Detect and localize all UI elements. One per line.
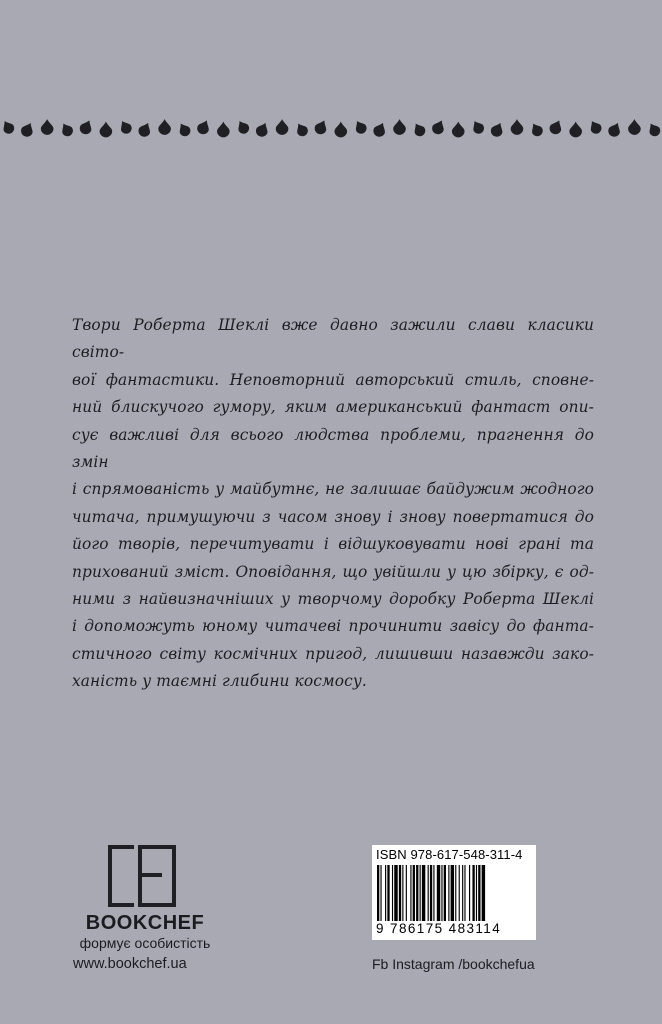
ink-drop-ornament bbox=[0, 112, 662, 144]
barcode-icon bbox=[376, 865, 532, 921]
ink-drop bbox=[411, 121, 427, 138]
blurb-line: і спрямованість у майбутнє, не залишає байдужим жодного bbox=[72, 480, 594, 499]
isbn-barcode-box bbox=[372, 845, 536, 940]
ink-drop bbox=[628, 119, 641, 135]
barcode-bar bbox=[422, 865, 425, 921]
barcode-bar bbox=[464, 865, 465, 921]
ink-drop bbox=[59, 121, 75, 138]
ink-drop bbox=[235, 118, 251, 135]
ink-drop bbox=[548, 118, 565, 136]
blurb-line: читача, примушуючи з часом знову і знову повертатися до bbox=[72, 507, 594, 526]
barcode-bar bbox=[478, 865, 480, 921]
blurb-line: сує важливі для всього людства проблеми, прагнення до змін bbox=[72, 425, 594, 472]
ink-drop bbox=[217, 122, 230, 138]
barcode-bar bbox=[459, 865, 460, 921]
ink-drop bbox=[78, 118, 95, 136]
ink-drop bbox=[587, 118, 603, 135]
barcode-bar bbox=[420, 865, 421, 921]
publisher-name: BOOKCHEF bbox=[85, 912, 205, 934]
blurb-line: його творів, перечитувати і відшуковувати нові грані та bbox=[72, 535, 594, 554]
barcode-bar bbox=[410, 865, 411, 921]
blurb-line: і допоможуть юному читачеві прочинити завісу до фанта- bbox=[72, 617, 594, 636]
ink-drop bbox=[371, 120, 388, 138]
publisher-website[interactable]: www.bookchef.ua bbox=[73, 956, 187, 972]
ink-drop bbox=[569, 122, 582, 138]
ink-drop bbox=[137, 120, 154, 138]
ink-drop bbox=[352, 118, 368, 135]
ink-drop bbox=[430, 118, 447, 136]
barcode-bar bbox=[380, 865, 381, 921]
barcode-bar bbox=[437, 865, 440, 921]
blurb-line: вої фантастики. Неповторний авторський стиль, сповне- bbox=[72, 370, 594, 389]
barcode-bar bbox=[472, 865, 474, 921]
barcode-bar bbox=[451, 865, 454, 921]
ink-drop bbox=[254, 120, 271, 138]
barcode-bar bbox=[387, 865, 389, 921]
barcode-bar bbox=[469, 865, 470, 921]
isbn-label: ISBN 978-617-548-311-4 bbox=[376, 847, 523, 862]
ink-drop bbox=[117, 118, 133, 135]
ink-drop bbox=[511, 119, 524, 135]
ink-drop bbox=[646, 121, 662, 138]
barcode-bar bbox=[377, 865, 379, 921]
ink-drop bbox=[452, 122, 465, 138]
ink-drop bbox=[293, 121, 309, 138]
ink-drop bbox=[276, 119, 289, 135]
blurb-line: ханість у таємні глибини космосу. bbox=[72, 672, 367, 691]
publisher-social[interactable]: Fb Instagram /bookchefua bbox=[372, 956, 535, 972]
ink-drop bbox=[0, 118, 16, 135]
ink-drop bbox=[313, 118, 330, 136]
barcode-bar bbox=[455, 865, 456, 921]
barcode-bar bbox=[462, 865, 463, 921]
blurb-line: прихований зміст. Оповідання, що увійшли у цю збірку, є од- bbox=[72, 562, 594, 581]
blurb-line: ними з найвизначніших у творчому доробку Роберта Шеклі bbox=[72, 590, 594, 609]
bookchef-logo-icon bbox=[104, 845, 184, 907]
ink-drop bbox=[528, 121, 544, 138]
blurb-line: Твори Роберта Шеклі вже давно зажили слави класики світо- bbox=[72, 316, 594, 362]
ink-drop bbox=[489, 120, 506, 138]
barcode-bar bbox=[413, 865, 415, 921]
barcode-bar bbox=[441, 865, 442, 921]
blurb-line: ний блискучого гумору, яким американський фантаст опи- bbox=[72, 398, 594, 417]
ink-drop bbox=[393, 119, 406, 135]
ink-drop bbox=[41, 119, 54, 135]
ink-drop bbox=[195, 118, 212, 136]
ink-drop bbox=[19, 120, 36, 138]
blurb-line: стичного світу космічних пригод, лишивши назавжди зако- bbox=[72, 644, 594, 663]
barcode-bar bbox=[394, 865, 397, 921]
barcode-digits: 9 786175 483114 bbox=[376, 921, 502, 936]
barcode-bar bbox=[392, 865, 393, 921]
barcode-bar bbox=[482, 865, 485, 921]
ink-drop bbox=[470, 118, 486, 135]
barcode-bar bbox=[428, 865, 429, 921]
barcode-bar bbox=[402, 865, 403, 921]
barcode-bar bbox=[448, 865, 449, 921]
barcode-bar bbox=[385, 865, 386, 921]
ink-drop bbox=[606, 120, 623, 138]
ink-drop bbox=[158, 119, 171, 135]
ink-drop bbox=[334, 122, 347, 138]
ink-drop bbox=[100, 122, 113, 138]
barcode-bar bbox=[399, 865, 401, 921]
barcode-bar bbox=[416, 865, 418, 921]
ink-drop bbox=[176, 121, 192, 138]
publisher-slogan: формує особистість bbox=[79, 935, 211, 951]
barcode-bar bbox=[476, 865, 477, 921]
barcode-bar bbox=[430, 865, 432, 921]
barcode-bar bbox=[433, 865, 434, 921]
book-description bbox=[72, 312, 594, 696]
barcode-bar bbox=[406, 865, 407, 921]
barcode-bar bbox=[444, 865, 446, 921]
